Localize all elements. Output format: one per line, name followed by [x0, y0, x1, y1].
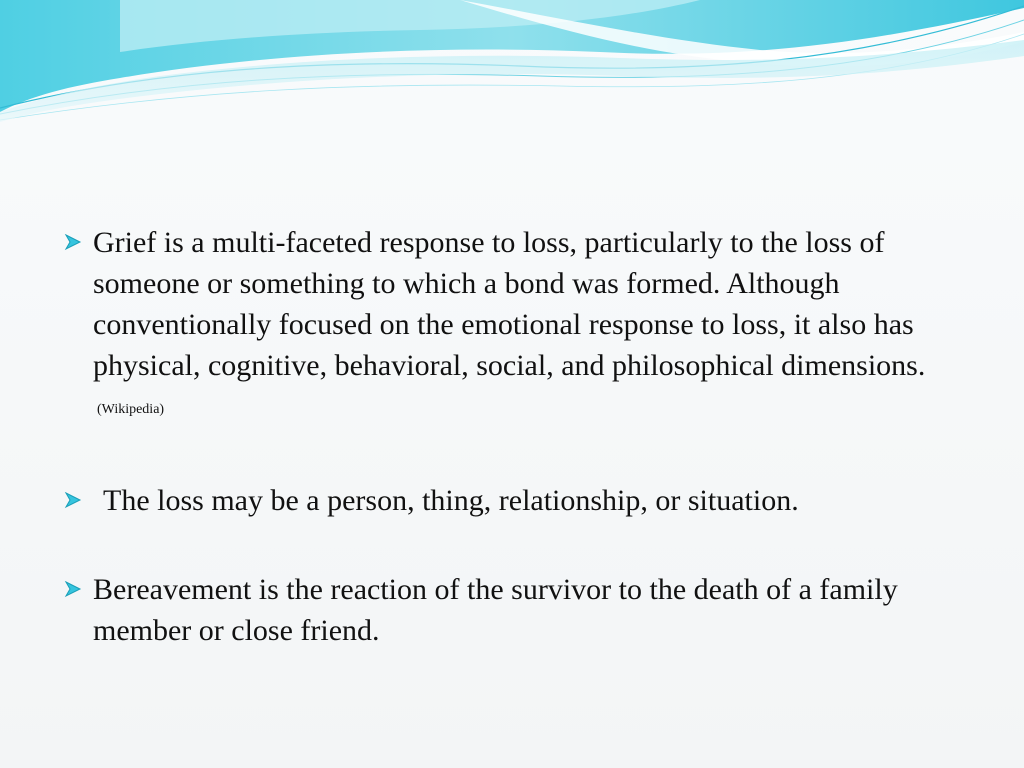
- bullet-text: Bereavement is the reaction of the survivor to the death of a family member or close friend.: [93, 573, 898, 647]
- bullet-list: [62, 222, 972, 651]
- bullet-text: The loss may be a person, thing, relationship, or situation.: [103, 484, 799, 517]
- bullet-item: [62, 480, 972, 521]
- arrow-right-icon: [64, 491, 82, 509]
- bullet-text: Grief is a multi-faceted response to loss, particularly to the loss of someone or something to which a bond was formed. Although conventionally focused on the emotional response to loss, it also has physical, cognitive, behavioral, social, and philosophical dimensions.: [93, 226, 926, 382]
- header-wave-decoration: [0, 0, 1024, 130]
- arrow-right-icon: [64, 233, 82, 251]
- citation: (Wikipedia): [97, 402, 165, 417]
- arrow-right-icon: [64, 580, 82, 598]
- bullet-item: [62, 569, 972, 651]
- bullet-item: [62, 222, 972, 430]
